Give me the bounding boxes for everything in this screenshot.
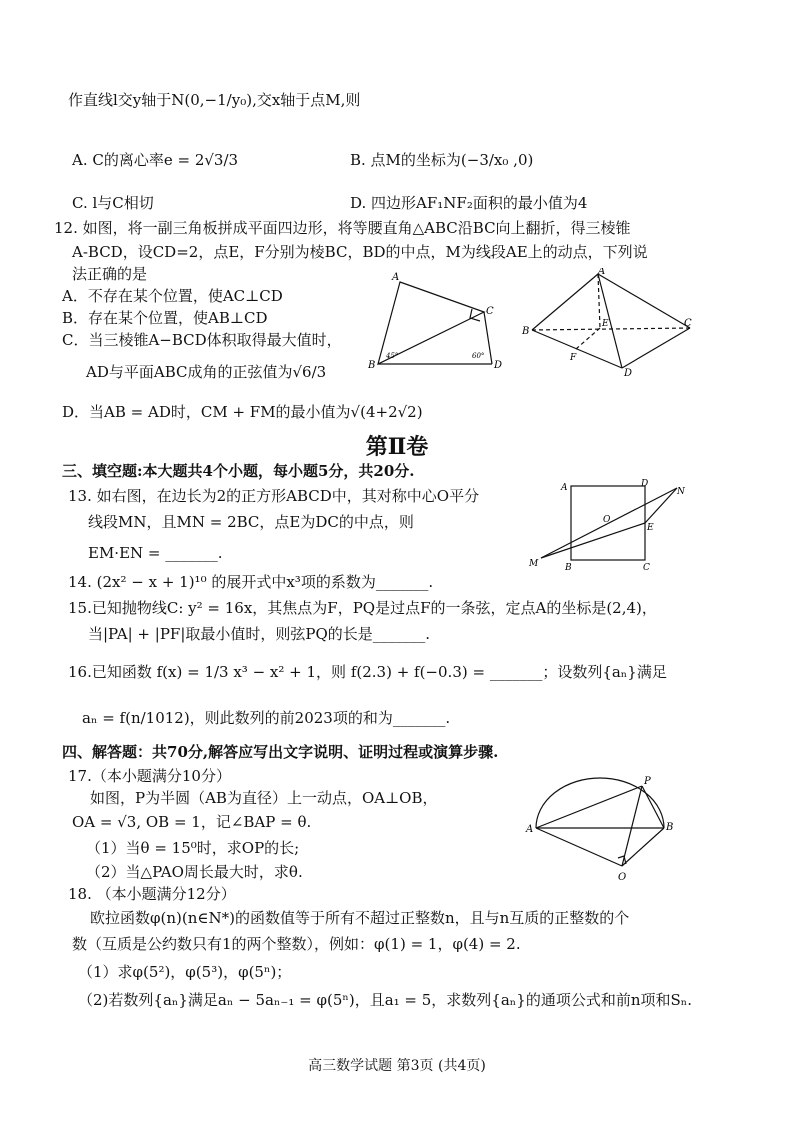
label-c: C: [643, 563, 650, 573]
label-d: D: [641, 479, 649, 489]
text-line-l14: 三、填空题:本大题共4个小题，每小题5分，共20分.: [62, 462, 415, 480]
text-line-l03: B. 点M的坐标为(−3/x₀ ,0): [350, 151, 534, 169]
text-line-l09: A．不存在某个位置，使AC⊥CD: [62, 287, 283, 305]
text-line-l20: 当|PA| + |PF|取最小值时，则弦PQ的长是_______.: [88, 625, 431, 643]
text-line-l19: 15.已知抛物线C: y² = 16x，其焦点为F，PQ是过点F的一条弦，定点A的坐标是(2,4)，: [68, 599, 657, 617]
label-c: C: [684, 318, 692, 329]
label-o: O: [618, 872, 627, 883]
text-line-l16: 线段MN，且MN = 2BC，点E为DC的中点，则: [88, 513, 414, 531]
label-e: E: [647, 523, 654, 533]
label-a: A: [561, 483, 568, 493]
label-m: M: [529, 559, 539, 569]
label-e: E: [602, 319, 609, 329]
page-footer: 高三数学试题 第3页 (共4页): [308, 1058, 486, 1074]
angle-45-label: 45°: [386, 352, 399, 360]
label-b: B: [522, 326, 530, 337]
text-line-l22: aₙ = f(n/1012)，则此数列的前2023项的和为_______.: [82, 709, 451, 727]
text-line-l31: 数（互质是公约数只有1的两个整数），例如：φ(1) = 1，φ(4) = 2.: [72, 935, 521, 953]
text-line-l15: 13. 如右图，在边长为2的正方形ABCD中，其对称中心O平分: [68, 487, 480, 505]
text-line-l02: A. C的离心率e = 2√3/3: [72, 151, 239, 169]
text-line-l29: 18. （本小题满分12分）: [68, 885, 236, 903]
label-c: C: [486, 306, 494, 317]
text-line-l21: 16.已知函数 f(x) = 1/3 x³ − x² + 1，则 f(2.3) + f(−0.3) = _______；设数列{aₙ}满足: [68, 663, 667, 681]
label-n: N: [677, 487, 685, 497]
text-line-l28: （2）当△PAO周长最大时，求θ.: [86, 863, 303, 881]
text-line-l07: A-BCD，设CD=2，点E，F分别为棱BC，BD的中点，M为线段AE上的动点，下列说: [72, 243, 648, 261]
label-a: A: [526, 824, 534, 835]
angle-60-label: 60°: [472, 352, 485, 360]
label-d: D: [494, 360, 503, 371]
text-line-l17: EM·EN = _______.: [88, 544, 223, 562]
text-line-l12: AD与平面ABC成角的正弦值为√6/3: [86, 363, 327, 381]
label-b: B: [666, 822, 674, 833]
text-line-l25: 如图，P为半圆（AB为直径）上一动点，OA⊥OB，: [90, 789, 438, 807]
text-line-l27: （1）当θ = 15⁰时，求OP的长;: [86, 839, 300, 857]
label-d: D: [624, 368, 633, 378]
label-a: A: [392, 272, 400, 283]
text-line-l30: 欧拉函数φ(n)(n∈N*)的函数值等于所有不超过正整数n，且与n互质的正整数的个: [90, 909, 630, 927]
text-line-l05: D. 四边形AF₁NF₂面积的最小值为4: [350, 194, 588, 212]
label-a: A: [598, 268, 606, 277]
text-line-l06: 12. 如图，将一副三角板拼成平面四边形，将等腰直角△ABC沿BC向上翻折，得三棱锥: [54, 219, 631, 237]
text-line-l26: OA = √3, OB = 1，记∠BAP = θ.: [72, 813, 312, 831]
figure-q17-semicircle: [522, 772, 682, 887]
text-line-l10: B．存在某个位置，使AB⊥CD: [62, 309, 268, 327]
figure-q13-square: [525, 478, 695, 573]
text-line-l11: C．当三棱锥A−BCD体积取得最大值时，: [62, 331, 342, 349]
text-line-l04: C. l与C相切: [72, 194, 154, 212]
text-line-l32: （1）求φ(5²)，φ(5³)，φ(5ⁿ)；: [78, 963, 292, 981]
label-b: B: [565, 563, 572, 573]
label-o: O: [603, 515, 611, 525]
label-p: P: [644, 776, 651, 787]
text-line-l24: 17.（本小题满分10分）: [68, 767, 231, 785]
text-line-l01: 作直线l交y轴于N(0,−1/y₀),交x轴于点M,则: [68, 91, 361, 109]
text-line-l33: （2)若数列{aₙ}满足aₙ − 5aₙ₋₁ = φ(5ⁿ)，且a₁ = 5，求数列{aₙ}的通项公式和前n项和Sₙ.: [78, 991, 693, 1009]
text-line-l08: 法正确的是: [72, 265, 148, 283]
figure-q12-tetrahedron: [520, 268, 695, 378]
text-line-l13: D．当AB = AD时，CM + FM的最小值为√(4+2√2): [62, 403, 423, 421]
figure-q12-planar: [368, 268, 528, 378]
text-line-l23: 四、解答题：共70分,解答应写出文字说明、证明过程或演算步骤.: [62, 743, 499, 761]
label-f: F: [570, 353, 577, 363]
section-title: 第Ⅱ卷: [365, 434, 429, 460]
label-b: B: [368, 360, 376, 371]
text-line-l18: 14. (2x² − x + 1)¹⁰ 的展开式中x³项的系数为_______.: [68, 573, 434, 591]
